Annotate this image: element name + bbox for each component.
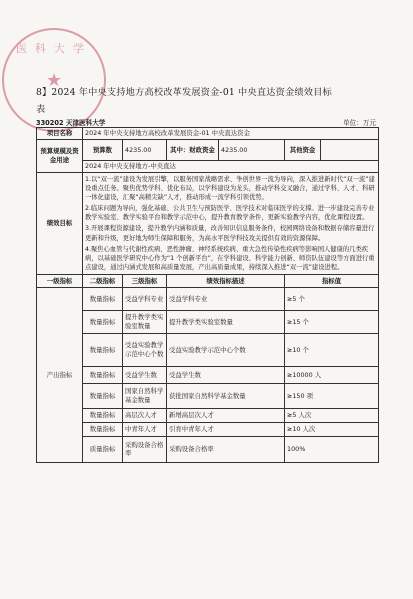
desc-cell: 受益学生数 bbox=[167, 366, 285, 383]
fiscal-value: 4235.00 bbox=[219, 140, 285, 161]
level2-cell: 数量指标 bbox=[83, 422, 123, 436]
other-value bbox=[321, 140, 379, 161]
table-row bbox=[37, 408, 379, 422]
level3-cell: 提升教学类实验室数量 bbox=[123, 310, 167, 333]
table-row bbox=[37, 422, 379, 436]
level3-cell: 国家自然科学基金数量 bbox=[123, 383, 167, 408]
col-header-value: 指标值 bbox=[285, 274, 379, 287]
level3-cell: 中青年人才 bbox=[123, 422, 167, 436]
indicator-header-row bbox=[37, 274, 379, 287]
fiscal-label: 其中：财政资金 bbox=[167, 140, 219, 161]
level3-cell: 采购设备合格率 bbox=[123, 436, 167, 462]
budget-row bbox=[37, 140, 379, 161]
level2-cell: 数量指标 bbox=[83, 310, 123, 333]
goal-paragraph: 3.开展课程资源建设，提升教学内涵和质量，改善知识信息服务条件，校园网络设备和数据存储容量进行更新和升级，更好地为师生保障和服务，为高水平医学科技攻关提供有效的资源保障。 bbox=[85, 225, 375, 242]
doc-title: 8】2024 年中央支持地方高校改革发展资金-01 中央直达资金绩效目标 bbox=[36, 87, 332, 98]
budget-amount-label: 预算数 bbox=[83, 140, 123, 161]
table-row bbox=[37, 333, 379, 366]
org-code-name: 330202 天津医科大学 bbox=[36, 119, 106, 127]
table-row bbox=[37, 436, 379, 462]
project-name-label: 项目名称 bbox=[37, 128, 83, 140]
table-row bbox=[37, 366, 379, 383]
project-name-value: 2024 年中央支持地方高校改革发展资金-01 中央直达资金 bbox=[83, 128, 379, 140]
project-name-row bbox=[37, 128, 379, 140]
unit-label: 单位：万元 bbox=[343, 119, 376, 127]
level3-cell: 高层次人才 bbox=[123, 408, 167, 422]
level2-cell: 数量指标 bbox=[83, 383, 123, 408]
goal-paragraph: 4.聚焦心血管与代谢性疾病、恶性肿瘤、神经系统疾病、重大急性传染性疾病等影响国人健康的几类疾病，以基础医学研究中心作为“1 个创新平台”，在学科建设、科学能力创新、师资队伍建设等方面进行重点建设，通过内涵式发展和高质量发展，产出高质量成果，持续深入推进“双一流”建设进程。 bbox=[85, 245, 375, 271]
col-header-desc: 绩效指标描述 bbox=[167, 274, 285, 287]
budget-label: 预算规模及资金用途 bbox=[37, 140, 83, 173]
level3-cell: 受益学科专业 bbox=[123, 287, 167, 310]
level1-output: 产出指标 bbox=[37, 287, 83, 462]
level2-cell: 数量指标 bbox=[83, 366, 123, 383]
desc-cell: 新增高层次人才 bbox=[167, 408, 285, 422]
desc-cell: 引育中青年人才 bbox=[167, 422, 285, 436]
goal-label: 绩效目标 bbox=[37, 173, 83, 275]
use-value: 2024 年中央支持地方-中央直达 bbox=[83, 161, 379, 173]
seal-text: 医科大学 bbox=[16, 42, 92, 55]
org-unit-row bbox=[36, 117, 376, 127]
desc-cell: 受益实验教学示范中心个数 bbox=[167, 333, 285, 366]
budget-amount-value: 4235.00 bbox=[123, 140, 167, 161]
table-row bbox=[37, 287, 379, 310]
col-header-level3: 三级指标 bbox=[123, 274, 167, 287]
goal-paragraph: 2.临床问题为导向，强化基础、公共卫生与预防医学、医学技术对临床医学的支撑。进一步建设完善专业教学实验室、教学实验平台和教学示范中心，提升教育教学条件，更新实验教学内容，优化课程设置。 bbox=[85, 205, 375, 222]
level2-cell: 数量指标 bbox=[83, 408, 123, 422]
other-label: 其他资金 bbox=[285, 140, 321, 161]
value-cell: ≥10000 人 bbox=[285, 366, 379, 383]
level3-cell: 受益学生数 bbox=[123, 366, 167, 383]
desc-cell: 采购设备合格率 bbox=[167, 436, 285, 462]
goal-row bbox=[37, 173, 379, 275]
value-cell: 100% bbox=[285, 436, 379, 462]
col-header-level2: 二级指标 bbox=[83, 274, 123, 287]
goal-paragraph: 1.以“双一流”建设为发展引擎，以服务国家战略需求、争创世界一流为导向，深入推进新时代“双一流”建设重点任务。聚焦优势学科、优化布局，以学科建设为龙头，推动学科交叉融合，通过学科、人才、科研一体化建设，汇聚“高精尖缺”人才，推动形成一流学科引领优势。 bbox=[85, 176, 375, 202]
use-row bbox=[37, 161, 379, 173]
value-cell: ≥15 个 bbox=[285, 310, 379, 333]
desc-cell: 提升教学类实验室数量 bbox=[167, 310, 285, 333]
level3-cell: 受益实验教学示范中心个数 bbox=[123, 333, 167, 366]
desc-cell: 受益学科专业 bbox=[167, 287, 285, 310]
performance-table bbox=[36, 127, 379, 463]
seal-star-icon: ★ bbox=[46, 70, 63, 91]
table-row bbox=[37, 383, 379, 408]
value-cell: ≥150 项 bbox=[285, 383, 379, 408]
value-cell: ≥5 个 bbox=[285, 287, 379, 310]
value-cell: ≥5 人次 bbox=[285, 408, 379, 422]
level2-cell: 数量指标 bbox=[83, 333, 123, 366]
desc-cell: 获批国家自然科学基金数量 bbox=[167, 383, 285, 408]
value-cell: ≥10 个 bbox=[285, 333, 379, 366]
goal-text bbox=[83, 173, 379, 275]
value-cell: ≥10 人次 bbox=[285, 422, 379, 436]
col-header-level1: 一级指标 bbox=[37, 274, 83, 287]
level2-cell: 数量指标 bbox=[83, 287, 123, 310]
level2-cell: 质量指标 bbox=[83, 436, 123, 462]
table-row bbox=[37, 310, 379, 333]
doc-title-cont: 表 bbox=[36, 104, 46, 115]
